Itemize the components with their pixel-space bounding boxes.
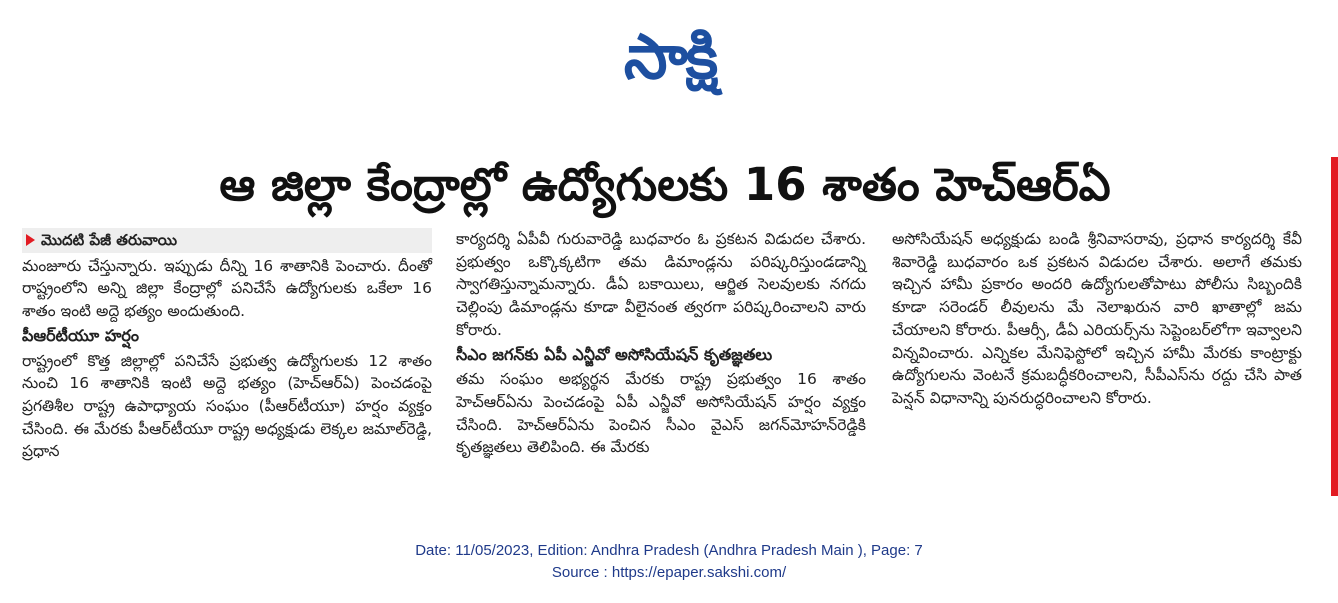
article-column-3 [892,228,1302,410]
article-column-1 [22,228,432,463]
subheading: సీఎం జగన్‌కు ఏపీ ఎన్జీవో అసోసియేషన్ కృతజ్ఞతలు [456,344,773,364]
article-column-2 [456,228,866,459]
headline: ఆ జిల్లా కేంద్రాల్లో ఉద్యోగులకు 16 శాతం హెచ్‌ఆర్‌ఏ [219,158,1111,211]
footer-date-edition: Date: 11/05/2023, Edition: Andhra Pradesh (Andhra Pradesh Main ), Page: 7 [415,542,923,559]
paragraph: అసోసియేషన్ అధ్యక్షుడు బండి శ్రీనివాసరావు, ప్రధాన కార్యదర్శి కేవీ శివారెడ్డి బుధవారం ఒక ప్రకటన విడుదల చేశారు. అలాగే తమకు ఇచ్చిన హామీ ప్రకారం అందరి ఉద్యోగులతోపాటు పోలీసు సిబ్బందికి కూడా సరెండర్ లీవులను మే నెలాఖరున వారి ఖాతాల్లో జమ చేయాలని కోరారు. పీఆర్సీ, డీఏ ఎరియర్స్‌ను సెప్టెంబర్‌లోగా ఇవ్వాలని విన్నవించారు. ఎన్నికల మేనిఫెస్టోలో ఇచ్చిన హామీ మేరకు కాంట్రాక్టు ఉద్యోగులను వెంటనే క్రమబద్ధీకరించాలని, సీపీఎస్‌ను రద్దు చేసి పాత పెన్షన్ విధానాన్ని పునరుద్ధరించాలని కోరారు. [892,230,1302,407]
accent-bar [1331,157,1338,496]
continuation-label [22,228,432,253]
paragraph: రాష్ట్రంలో కొత్త జిల్లాల్లో పనిచేసే ప్రభుత్వ ఉద్యోగులకు 12 శాతం నుంచి 16 శాతానికి ఇంటి అద్దె భత్యం (హెచ్‌ఆర్‌ఏ) పెంచడంపై ప్రగతిశీల రాష్ట్ర ఉపాధ్యాయ సంఘం (పీఆర్‌టీయూ) హర్షం వ్యక్తం చేసింది. ఈ మేరకు పీఆర్‌టీయూ రాష్ట్ర అధ్యక్షుడు లెక్కల జమాల్‌రెడ్డి, ప్రధాన [22,351,432,461]
paragraph: తమ సంఘం అభ్యర్థన మేరకు రాష్ట్ర ప్రభుత్వం 16 శాతం హెచ్‌ఆర్‌ఏను పెంచడంపై ఏపీ ఎన్జీవో అసోసియేషన్ హర్షం వ్యక్తం చేసింది. హెచ్‌ఆర్‌ఏను పెంచిన సీఎం వైఎస్ జగన్‌మోహన్‌రెడ్డికి కృతజ్ఞతలు తెలిపింది. ఈ మేరకు [456,370,866,457]
triangle-icon [26,234,35,246]
subheading: పీఆర్‌టీయూ హర్షం [22,325,139,345]
paragraph: కార్యదర్శి ఏపీవీ గురువారెడ్డి బుధవారం ఓ ప్రకటన విడుదల చేశారు. ప్రభుత్వం ఒక్కొక్కటిగా తమ డిమాండ్లను పరిష్కరిస్తుండడాన్ని స్వాగతిస్తున్నామన్నారు. డీఏ బకాయిలు, ఆర్జిత సెలవులకు నగదు చెల్లింపు డిమాండ్లను కూడా వీలైనంత త్వరగా పరిష్కరించాలని వారు కోరారు. [456,230,866,339]
continuation-text: మొదటి పేజీ తరువాయి [41,231,178,249]
footer-source: Source : https://epaper.sakshi.com/ [551,564,787,581]
paragraph: మంజూరు చేస్తున్నారు. ఇప్పుడు దీన్ని 16 శాతానికి పెంచారు. దీంతో రాష్ట్రంలోని అన్ని జిల్లా కేంద్రాల్లో పనిచేసే ఉద్యోగులకు ఒకేలా 16 శాతం ఇంటి అద్దె భత్యం అందుతుంది. [22,256,432,321]
sakshi-logo: సాక్షి [623,20,717,93]
